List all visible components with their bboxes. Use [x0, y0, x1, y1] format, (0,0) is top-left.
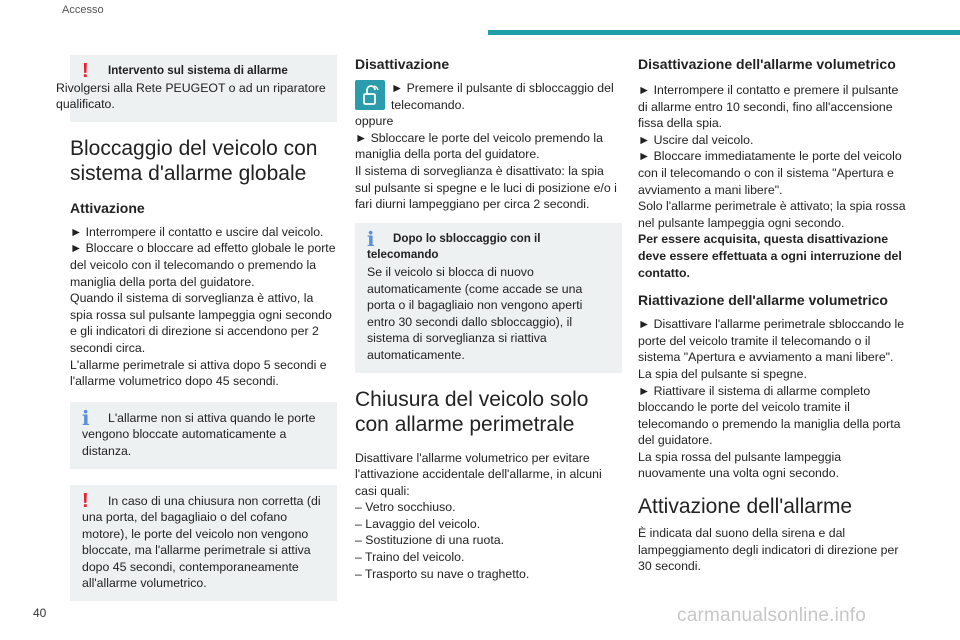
info-icon: ℹ — [367, 226, 375, 251]
warning-text: In caso di una chiusura non corretta (di una porta, del bagagliaio o del cofano motore), le porte del veicolo non vengono bloccate, ma l'allarme perimetrale si attiva dopo 45 secondi, contemporaneamente all'allarme volumetrico. — [82, 493, 321, 591]
section-heading-global-alarm: Bloccaggio del veicolo con sistema d'allarme globale — [70, 136, 318, 185]
column-1 — [56, 55, 337, 611]
subheading-volumetric-deactivation: Disattivazione dell'allarme volumetrico — [638, 56, 896, 72]
warning-box-intervention — [56, 55, 337, 122]
info-icon: ℹ — [82, 405, 90, 430]
paragraph: ► Bloccare o bloccare ad effetto globale le porte del veicolo con il telecomando o premendo la maniglia della porta del guidatore. — [70, 241, 336, 289]
paragraph: Quando il sistema di sorveglianza è attivo, la spia rossa sul pulsante lampeggia ogni secondo e gli indicatori di direzione si accendono per 2 secondi circa. — [70, 291, 332, 355]
paragraph: ► Riattivare il sistema di allarme completo bloccando le porte del veicolo tramite il telecomando o premendo la maniglia della porta del guidatore. — [638, 383, 901, 448]
paragraph: La spia rossa del pulsante lampeggia nuovamente una volta ogni secondo. — [638, 449, 842, 481]
info-box-after-unlock — [355, 223, 622, 373]
warning-title: Intervento sul sistema di allarme — [108, 64, 288, 77]
list-item: – Lavaggio del veicolo. — [355, 516, 481, 531]
list-item: – Sostituzione di una ruota. — [355, 533, 505, 548]
paragraph: ► Uscire dal veicolo. — [638, 132, 754, 147]
paragraph-note: Per essere acquisita, questa disattivazione deve essere effettuata a ogni interruzione del contatto. — [638, 232, 902, 280]
list-item: – Trasporto su nave o traghetto. — [355, 566, 530, 581]
page-number: 40 — [33, 606, 47, 620]
subheading-volumetric-reactivation: Riattivazione dell'allarme volumetrico — [638, 292, 888, 309]
watermark: carmanualsonline.info — [677, 605, 867, 626]
list-item: – Traino del veicolo. — [355, 550, 465, 565]
section-header: Accesso — [62, 4, 104, 16]
column-3 — [638, 55, 906, 575]
list-item: – Vetro socchiuso. — [355, 500, 456, 515]
paragraph: ► Interrompere il contatto e premere il pulsante di allarme entro 10 secondi, fino all'accensione fissa della spia. — [638, 83, 899, 131]
subheading-activation: Attivazione — [70, 199, 145, 216]
paragraph: L'allarme perimetrale si attiva dopo 5 secondi e l'allarme volumetrico dopo 45 secondi. — [70, 357, 327, 389]
paragraph: È indicata dal suono della sirena e dal lampeggiamento degli indicatori di direzione per 30 secondi. — [638, 526, 899, 574]
unlock-instruction — [355, 80, 622, 113]
paragraph: Il sistema di sorveglianza è disattivato: la spia sul pulsante si spegne e le luci di posizione e/o i fari diurni lampeggiano per circa 2 secondi. — [355, 163, 617, 212]
warning-text: Rivolgersi alla Rete PEUGEOT o ad un riparatore qualificato. — [56, 80, 326, 112]
paragraph: La spia del pulsante si spegne. — [638, 366, 807, 381]
warning-icon: ! — [82, 60, 89, 82]
paragraph: Solo l'allarme perimetrale è attivato; la spia rossa nel pulsante lampeggia ogni secondo. — [638, 199, 906, 230]
column-2 — [355, 55, 622, 582]
paragraph: oppure — [355, 114, 394, 129]
paragraph: ► Interrompere il contatto e uscire dal veicolo. — [70, 224, 324, 239]
warning-icon: ! — [82, 489, 89, 512]
header-accent-bar — [488, 30, 960, 35]
paragraph: ► Disattivare l'allarme perimetrale sbloccando le porte del veicolo tramite il telecomando o il sistema "Apertura e avviamento a mani libere". — [638, 317, 905, 365]
info-text: L'allarme non si attiva quando le porte vengono bloccate automaticamente a distanza. — [82, 410, 316, 458]
info-title: Dopo lo sbloccaggio con il telecomando — [367, 231, 541, 262]
paragraph: ► Premere il pulsante di sbloccaggio del telecomando. — [391, 81, 614, 112]
info-text: Se il veicolo si blocca di nuovo automaticamente (come accade se una porta o il bagagliaio non vengono aperti entro 30 secondi dallo sbloccaggio), il sistema di sorveglianza si riattiva automaticamente. — [367, 264, 583, 362]
paragraph: ► Sbloccare le porte del veicolo premendo la maniglia della porta del guidatore. — [355, 130, 603, 162]
warning-box-closure — [70, 485, 337, 602]
section-heading-alarm-activation: Attivazione dell'allarme — [638, 495, 853, 519]
info-box — [70, 402, 337, 469]
paragraph: ► Bloccare immediatamente le porte del veicolo con il telecomando o con il sistema "Apertura e avviamento a mani libere". — [638, 149, 902, 197]
unlock-remote-icon — [355, 80, 385, 110]
section-heading-perimeter: Chiusura del veicolo solo con allarme perimetrale — [355, 387, 589, 436]
paragraph: Disattivare l'allarme volumetrico per evitare l'attivazione accidentale dell'allarme, in alcuni casi quali: — [355, 450, 602, 498]
subheading-deactivation: Disattivazione — [355, 56, 450, 72]
